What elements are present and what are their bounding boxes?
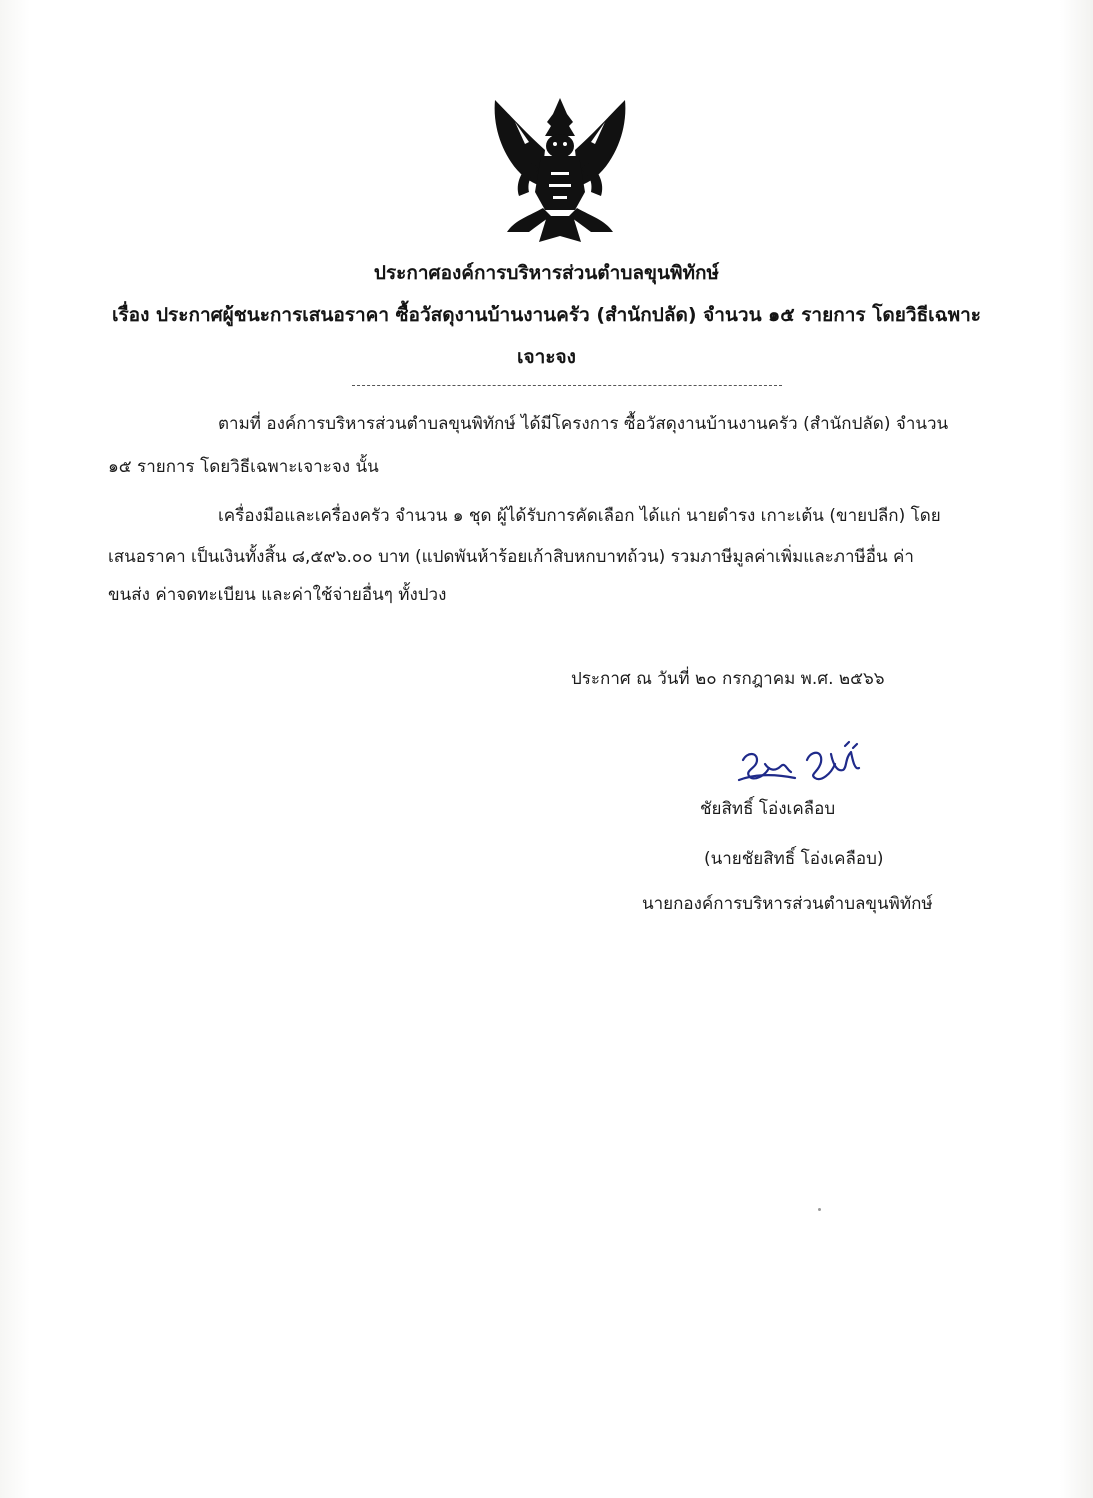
divider	[352, 385, 782, 386]
paragraph-1-line-1: ตามที่ องค์การบริหารส่วนตำบลขุนพิทักษ์ ได้มีโครงการ ซื้อวัสดุงานบ้านงานครัว (สำนักปลัด) จำนวน	[218, 414, 949, 434]
document-title: ประกาศองค์การบริหารส่วนตำบลขุนพิทักษ์	[373, 262, 720, 284]
subject-line-continued: เจาะจง	[517, 346, 576, 368]
signature	[735, 740, 875, 788]
speck	[818, 1208, 821, 1211]
announcement-date: ประกาศ ณ วันที่ ๒๐ กรกฎาคม พ.ศ. ๒๕๖๖	[571, 669, 885, 689]
signer-full-name: (นายชัยสิทธิ์ โอ่งเคลือบ)	[704, 849, 884, 869]
paragraph-2-line-3: ขนส่ง ค่าจดทะเบียน และค่าใช้จ่ายอื่นๆ ทั้งปวง	[108, 585, 447, 605]
subject-line: เรื่อง ประกาศผู้ชนะการเสนอราคา ซื้อวัสดุงานบ้านงานครัว (สำนักปลัด) จำนวน ๑๕ รายการ โดยวิธีเฉพาะ	[111, 304, 982, 326]
garuda-emblem-icon	[485, 92, 635, 252]
paragraph-2-line-1: เครื่องมือและเครื่องครัว จำนวน ๑ ชุด ผู้ได้รับการคัดเลือก ได้แก่ นายดำรง เกาะเต้น (ขายปลีก) โดย	[218, 506, 941, 526]
paragraph-2-line-2: เสนอราคา เป็นเงินทั้งสิ้น ๘,๕๙๖.๐๐ บาท (แปดพันห้าร้อยเก้าสิบหกบาทถ้วน) รวมภาษีมูลค่าเพิ่มและภาษีอื่น ค่า	[108, 547, 914, 567]
paragraph-1-line-2: ๑๕ รายการ โดยวิธีเฉพาะเจาะจง นั้น	[108, 457, 379, 477]
signer-position: นายกองค์การบริหารส่วนตำบลขุนพิทักษ์	[642, 894, 933, 914]
signer-name: ชัยสิทธิ์ โอ่งเคลือบ	[700, 799, 836, 819]
